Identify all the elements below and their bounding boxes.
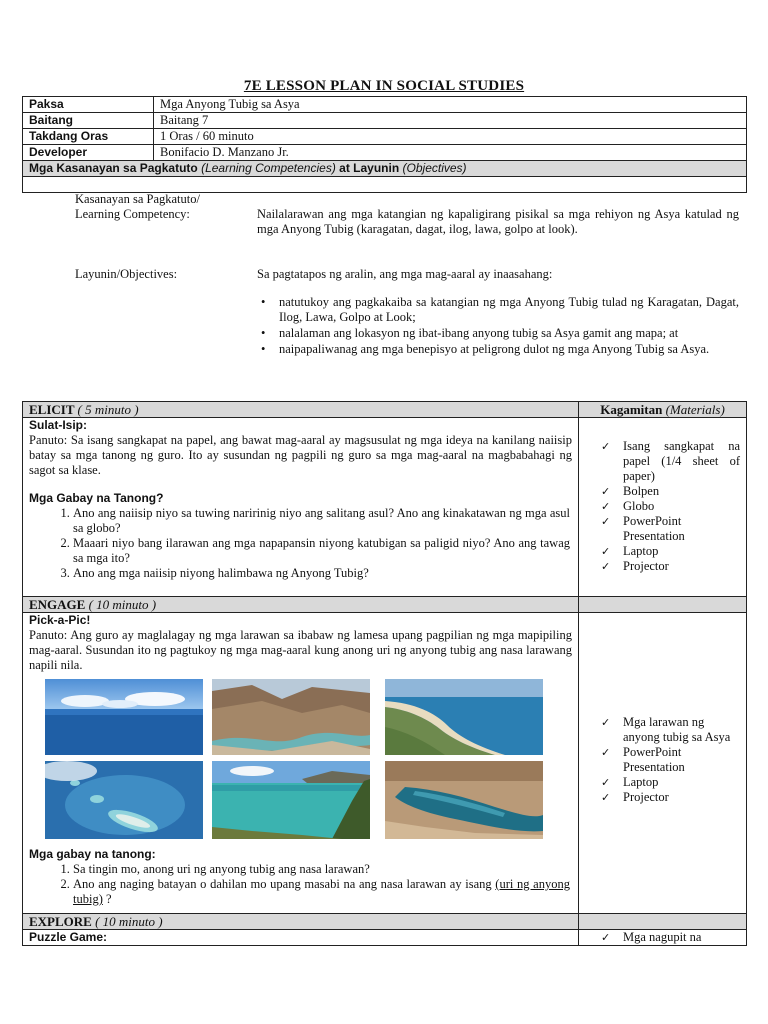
engage-title: ENGAGE [29, 597, 86, 612]
info-row-takdang-oras [23, 129, 747, 145]
coast-photo [385, 679, 543, 755]
material-item: ✓ Projector [623, 790, 740, 805]
engage-time: ( 10 minuto ) [88, 597, 157, 612]
elicit-materials-list [585, 439, 740, 574]
engage-materials-list [585, 715, 740, 805]
material-item: ✓ Isang sangkapat na papel (1/4 sheet of paper) [623, 439, 740, 484]
page-title: 7E LESSON PLAN IN SOCIAL STUDIES [243, 78, 525, 94]
atoll-photo [45, 761, 203, 839]
competency-text: Nailalarawan ang mga katangian ng kapaligirang pisikal sa mga rehiyon ng Asya katulad ng mga Anyong Tubig (karagatan, dagat, ilog, lawa, golpo at look). [257, 207, 739, 236]
material-item: ✓ PowerPoint Presentation [623, 514, 740, 544]
material-item: ✓ Projector [623, 559, 740, 574]
elicit-materials [579, 418, 747, 597]
question-item: 1. Sa tingin mo, anong uri ng anyong tubig ang nasa larawan? [73, 862, 572, 877]
engage-body-row [23, 613, 747, 914]
water-body-photos [29, 679, 572, 847]
question-underlined: (uri ng anyong tubig) [73, 877, 570, 906]
competency-label [75, 192, 255, 222]
materials-title-italic: (Materials) [665, 402, 725, 417]
objectives-label: Layunin/Objectives: [75, 267, 178, 281]
explore-title: EXPLORE [29, 914, 92, 929]
info-value: Mga Anyong Tubig sa Asya [154, 97, 747, 113]
engage-materials-header [579, 597, 747, 613]
info-key: Takdang Oras [23, 129, 154, 145]
material-item: ✓ Laptop [623, 775, 740, 790]
elicit-body-row [23, 418, 747, 597]
elicit-activity-name: Sulat-Isip: [29, 418, 88, 432]
explore-time: ( 10 minuto ) [95, 914, 163, 929]
explore-body-row [23, 930, 747, 946]
engage-instructions: Panuto: Ang guro ay maglalagay ng mga larawan sa ibabaw ng lamesa upang pagpilian ng mga mapipiling mag-aaral. Susundan ito ng pagtukoy ng mga mag-aaral kung anong uri ng anyong tubig ang nasa larawang napili nila. [29, 628, 572, 672]
competency-header-italic: (Learning Competencies) [201, 161, 336, 175]
question-item [73, 877, 572, 907]
objectives-list [257, 295, 739, 358]
elicit-instructions: Panuto: Sa isang sangkapat na papel, ang bawat mag-aaral ay magsusulat ng mga ideya na kanilang naiisip batay sa mga tanong ng guro. Ito ay susundan ng pagpili ng guro sa mga mag-aaral na magbabahagi ng sagot sa klase. [29, 433, 572, 477]
competency-header [23, 161, 747, 177]
info-key: Developer [23, 145, 154, 161]
materials-header [579, 402, 747, 418]
competency-header-text: at Layunin [339, 161, 400, 175]
info-row-baitang [23, 113, 747, 129]
info-value: Baitang 7 [154, 113, 747, 129]
elicit-title: ELICIT [29, 402, 75, 417]
question-text: Ano ang naging batayan o dahilan mo upang masabi na ang nasa larawan ay isang [73, 877, 492, 891]
engage-header-row [23, 597, 747, 613]
explore-header [23, 914, 579, 930]
engage-activity-name: Pick-a-Pic! [29, 613, 91, 627]
objectives-intro: Sa pagtatapos ng aralin, ang mga mag-aaral ay inaasahang: [257, 267, 553, 281]
explore-materials-header [579, 914, 747, 930]
engage-materials [579, 613, 747, 914]
material-item: ✓ Mga larawan ng anyong tubig sa Asya [623, 715, 740, 745]
engage-questions [29, 862, 572, 907]
info-row-paksa [23, 97, 747, 113]
material-item: ✓ PowerPoint Presentation [623, 745, 740, 775]
question-item: 2. Maaari niyo bang ilarawan ang mga napapansin niyong katubigan sa paligid niyo? Ano ang tawag sa mga ito? [73, 536, 572, 566]
material-item: ✓ Bolpen [623, 484, 740, 499]
river-photo [212, 679, 370, 755]
elicit-header-row [23, 402, 747, 418]
competency-label-line: Learning Competency: [75, 207, 190, 221]
objective-item: • naipapaliwanag ang mga benepisyo at peligrong dulot ng mga Anyong Tubig sa Asya. [279, 342, 739, 357]
elicit-questions [29, 506, 572, 581]
material-item: ✓ Globo [623, 499, 740, 514]
elicit-time: ( 5 minuto ) [77, 402, 139, 417]
info-value: Bonifacio D. Manzano Jr. [154, 145, 747, 161]
lake-photo [212, 761, 370, 839]
objective-item: • natutukoy ang pagkakaiba sa katangian ng mga Anyong Tubig tulad ng Karagatan, Dagat, Ilog, Lawa, Golpo at Look; [279, 295, 739, 325]
explore-activity-name: Puzzle Game: [23, 930, 579, 946]
explore-materials [579, 930, 747, 946]
info-key: Paksa [23, 97, 154, 113]
competency-header-row [23, 161, 747, 177]
explore-materials-list [585, 930, 740, 945]
elicit-questions-head: Mga Gabay na Tanong? [29, 491, 164, 505]
engage-questions-head: Mga gabay na tanong: [29, 847, 156, 861]
material-item: ✓ Laptop [623, 544, 740, 559]
competency-header-italic: (Objectives) [402, 161, 467, 175]
lesson-info-table [22, 96, 747, 356]
competency-label-line: Kasanayan sa Pagkatuto/ [75, 192, 200, 206]
gulf-photo [385, 761, 543, 839]
info-row-developer [23, 145, 747, 161]
question-item: 3. Ano ang mga naiisip niyong halimbawa ng Anyong Tubig? [73, 566, 572, 581]
engage-header [23, 597, 579, 613]
competency-header-text: Mga Kasanayan sa Pagkatuto [29, 161, 198, 175]
engage-body [23, 613, 579, 914]
explore-header-row [23, 914, 747, 930]
info-value: 1 Oras / 60 minuto [154, 129, 747, 145]
ocean-photo [45, 679, 203, 755]
material-item: ✓ Mga nagupit na [623, 930, 740, 945]
question-item: 1. Ano ang naiisip niyo sa tuwing naririnig niyo ang salitang asul? Ano ang kinakatawan ng mga asul sa globo? [73, 506, 572, 536]
activities-table [22, 401, 747, 946]
elicit-header [23, 402, 579, 418]
competency-cell [23, 177, 747, 356]
materials-title: Kagamitan [600, 402, 663, 417]
info-key: Baitang [23, 113, 154, 129]
objective-item: • nalalaman ang lokasyon ng ibat-ibang anyong tubig sa Asya gamit ang mapa; at [279, 326, 739, 341]
competency-row [23, 177, 747, 193]
question-end: ? [102, 892, 112, 906]
elicit-body [23, 418, 579, 597]
